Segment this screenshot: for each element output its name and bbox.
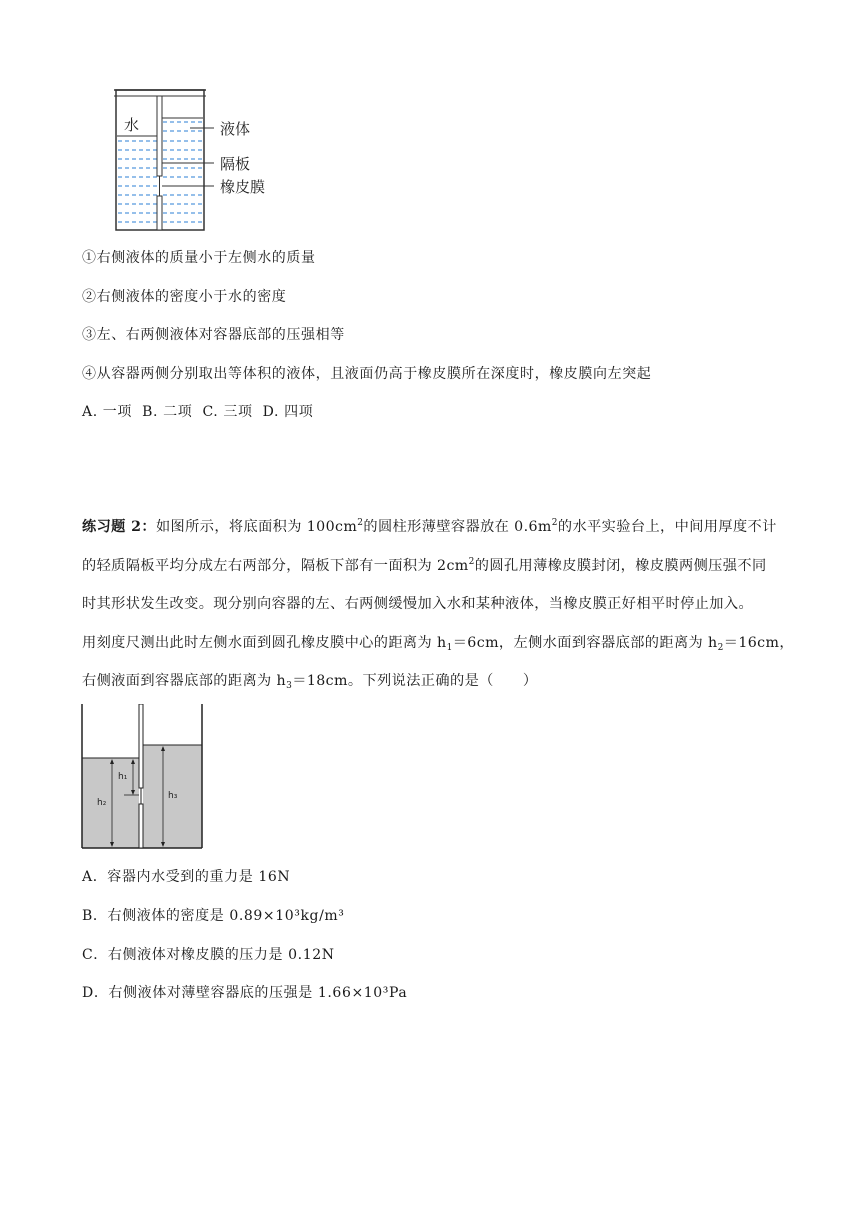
- q1-statement-2: ②右侧液体的密度小于水的密度: [82, 289, 287, 305]
- figure2-label-h2: h₂: [97, 798, 107, 808]
- q1-options: [82, 402, 313, 422]
- q2-title: 练习题 2：: [82, 519, 156, 535]
- q2-option-d[interactable]: D．右侧液体对薄壁容器底的压强是 1.66×10³Pa: [82, 985, 408, 1001]
- q2-line-2: 的轻质隔板平均分成左右两部分，隔板下部有一面积为 $2cm^2$的圆孔用薄橡皮膜封闭，橡皮膜两侧压强不同: [82, 556, 767, 574]
- q1-statement-1: ①右侧液体的质量小于左侧水的质量: [82, 250, 316, 266]
- q2-line-5: 右侧液面到容器底部的距离为 $h_3=18cm$。下列说法正确的是（ ）: [82, 673, 538, 691]
- figure2-label-h3: h₃: [168, 791, 178, 801]
- q2-line-3: 时其形状发生改变。现分别向容器的左、右两侧缓慢加入水和某种液体，当橡皮膜正好相平时停止加入。: [82, 596, 754, 612]
- q1-option-c[interactable]: C. 三项: [202, 404, 253, 420]
- q2-line-4: 用刻度尺测出此时左侧水面到圆孔橡皮膜中心的距离为 $h_1=6cm$，左侧水面到容器底部的距离为 $h_2=16cm$，: [82, 634, 794, 653]
- q2-option-c[interactable]: C．右侧液体对橡皮膜的压力是 0.12N: [82, 947, 335, 963]
- figure2-label-h1: h₁: [118, 772, 128, 782]
- q2-stem: [82, 508, 794, 701]
- q2-option-b[interactable]: B．右侧液体的密度是 0.89×10³kg/m³: [82, 908, 345, 924]
- figure1-label-water: 水: [124, 116, 140, 134]
- figure1-label-liquid: 液体: [220, 120, 251, 138]
- q1-option-b[interactable]: B. 二项: [142, 404, 193, 420]
- q2-option-a[interactable]: A．容器内水受到的重力是 16N: [82, 869, 291, 885]
- q1-statement-3: ③左、右两侧液体对容器底部的压强相等: [82, 327, 345, 343]
- figure1-label-membrane: 橡皮膜: [220, 178, 266, 196]
- figure1-label-partition: 隔板: [220, 155, 251, 173]
- q2-line-1: 练习题 2：如图所示，将底面积为 $100cm^2$的圆柱形薄壁容器放在 $0.6m^2$的水平实验台上，中间用厚度不计: [82, 518, 777, 535]
- figure-2-container-diagram: [80, 704, 206, 850]
- figure-1-container-diagram: [110, 86, 300, 232]
- q1-statement-4: ④从容器两侧分别取出等体积的液体，且液面仍高于橡皮膜所在深度时，橡皮膜向左突起: [82, 366, 652, 382]
- q1-option-a[interactable]: A. 一项: [82, 404, 133, 420]
- q1-option-d[interactable]: D. 四项: [262, 404, 314, 420]
